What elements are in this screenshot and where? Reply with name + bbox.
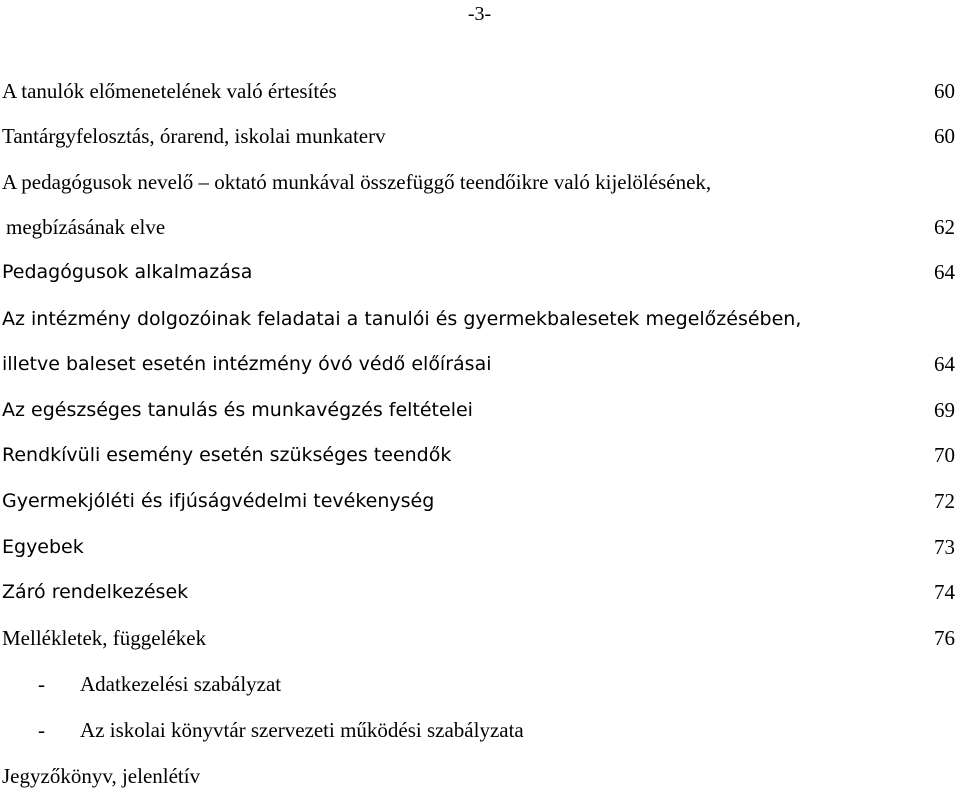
toc-entry-title: Egyebek bbox=[2, 536, 84, 558]
toc-entry-title: Az egészséges tanulás és munkavégzés feltételei bbox=[2, 399, 473, 421]
toc-entry bbox=[0, 533, 955, 561]
toc-entry-page: 69 bbox=[934, 398, 955, 422]
toc-entry-title: A pedagógusok nevelő – oktató munkával összefüggő teendőikre való kijelölésének, bbox=[2, 170, 712, 194]
toc-entry bbox=[0, 441, 955, 469]
toc-entry bbox=[0, 168, 955, 196]
toc-entry-page: 64 bbox=[934, 352, 955, 376]
toc-sub-item-title: Az iskolai könyvtár szervezeti működési szabályzata bbox=[80, 718, 524, 742]
toc-entry-title: Rendkívüli esemény esetén szükséges teendők bbox=[2, 444, 452, 466]
toc-entry bbox=[0, 350, 955, 378]
page-number: -3- bbox=[467, 3, 492, 25]
toc-entry-page: 64 bbox=[934, 260, 955, 284]
list-dash: - bbox=[38, 718, 45, 742]
toc-entry-title: Mellékletek, függelékek bbox=[2, 626, 207, 650]
toc-entry bbox=[0, 305, 955, 333]
toc-sub-item-title: Adatkezelési szabályzat bbox=[80, 672, 282, 696]
toc-entry bbox=[0, 396, 955, 424]
toc-entry-title: Gyermekjóléti és ifjúságvédelmi tevékenység bbox=[2, 490, 435, 512]
toc-entry bbox=[0, 624, 955, 652]
list-dash: - bbox=[38, 672, 45, 696]
toc-entry-title: Jegyzőkönyv, jelenlétív bbox=[2, 764, 201, 788]
toc-entry-title: Az intézmény dolgozóinak feladatai a tanulói és gyermekbalesetek megelőzésében, bbox=[2, 308, 802, 330]
toc-entry bbox=[0, 258, 955, 286]
toc-entry-page: 60 bbox=[934, 79, 955, 103]
toc-sub-item bbox=[0, 716, 955, 744]
toc-sub-item bbox=[0, 670, 955, 698]
toc-entry bbox=[0, 213, 955, 241]
toc-entry-title: megbízásának elve bbox=[6, 215, 166, 239]
toc-entry bbox=[0, 122, 955, 150]
toc-entry bbox=[0, 578, 955, 606]
toc-entry-page: 76 bbox=[934, 626, 955, 650]
toc-entry-page: 74 bbox=[934, 580, 955, 604]
toc-entry bbox=[0, 77, 955, 105]
toc-entry-page: 73 bbox=[934, 535, 955, 559]
toc-entry-page: 60 bbox=[934, 124, 955, 148]
toc-entry-title: A tanulók előmenetelének való értesítés bbox=[2, 79, 337, 103]
toc-entry-page: 72 bbox=[934, 489, 955, 513]
toc-entry-page: 62 bbox=[934, 215, 955, 239]
toc-entry-title: Pedagógusok alkalmazása bbox=[2, 261, 253, 283]
toc-entry bbox=[0, 487, 955, 515]
toc-entry-title: illetve baleset esetén intézmény óvó védő előírásai bbox=[2, 353, 492, 375]
toc-entry bbox=[0, 762, 955, 790]
toc-entry-title: Záró rendelkezések bbox=[2, 581, 189, 603]
toc-entry-page: 70 bbox=[934, 443, 955, 467]
toc-entry-title: Tantárgyfelosztás, órarend, iskolai munkaterv bbox=[2, 124, 386, 148]
